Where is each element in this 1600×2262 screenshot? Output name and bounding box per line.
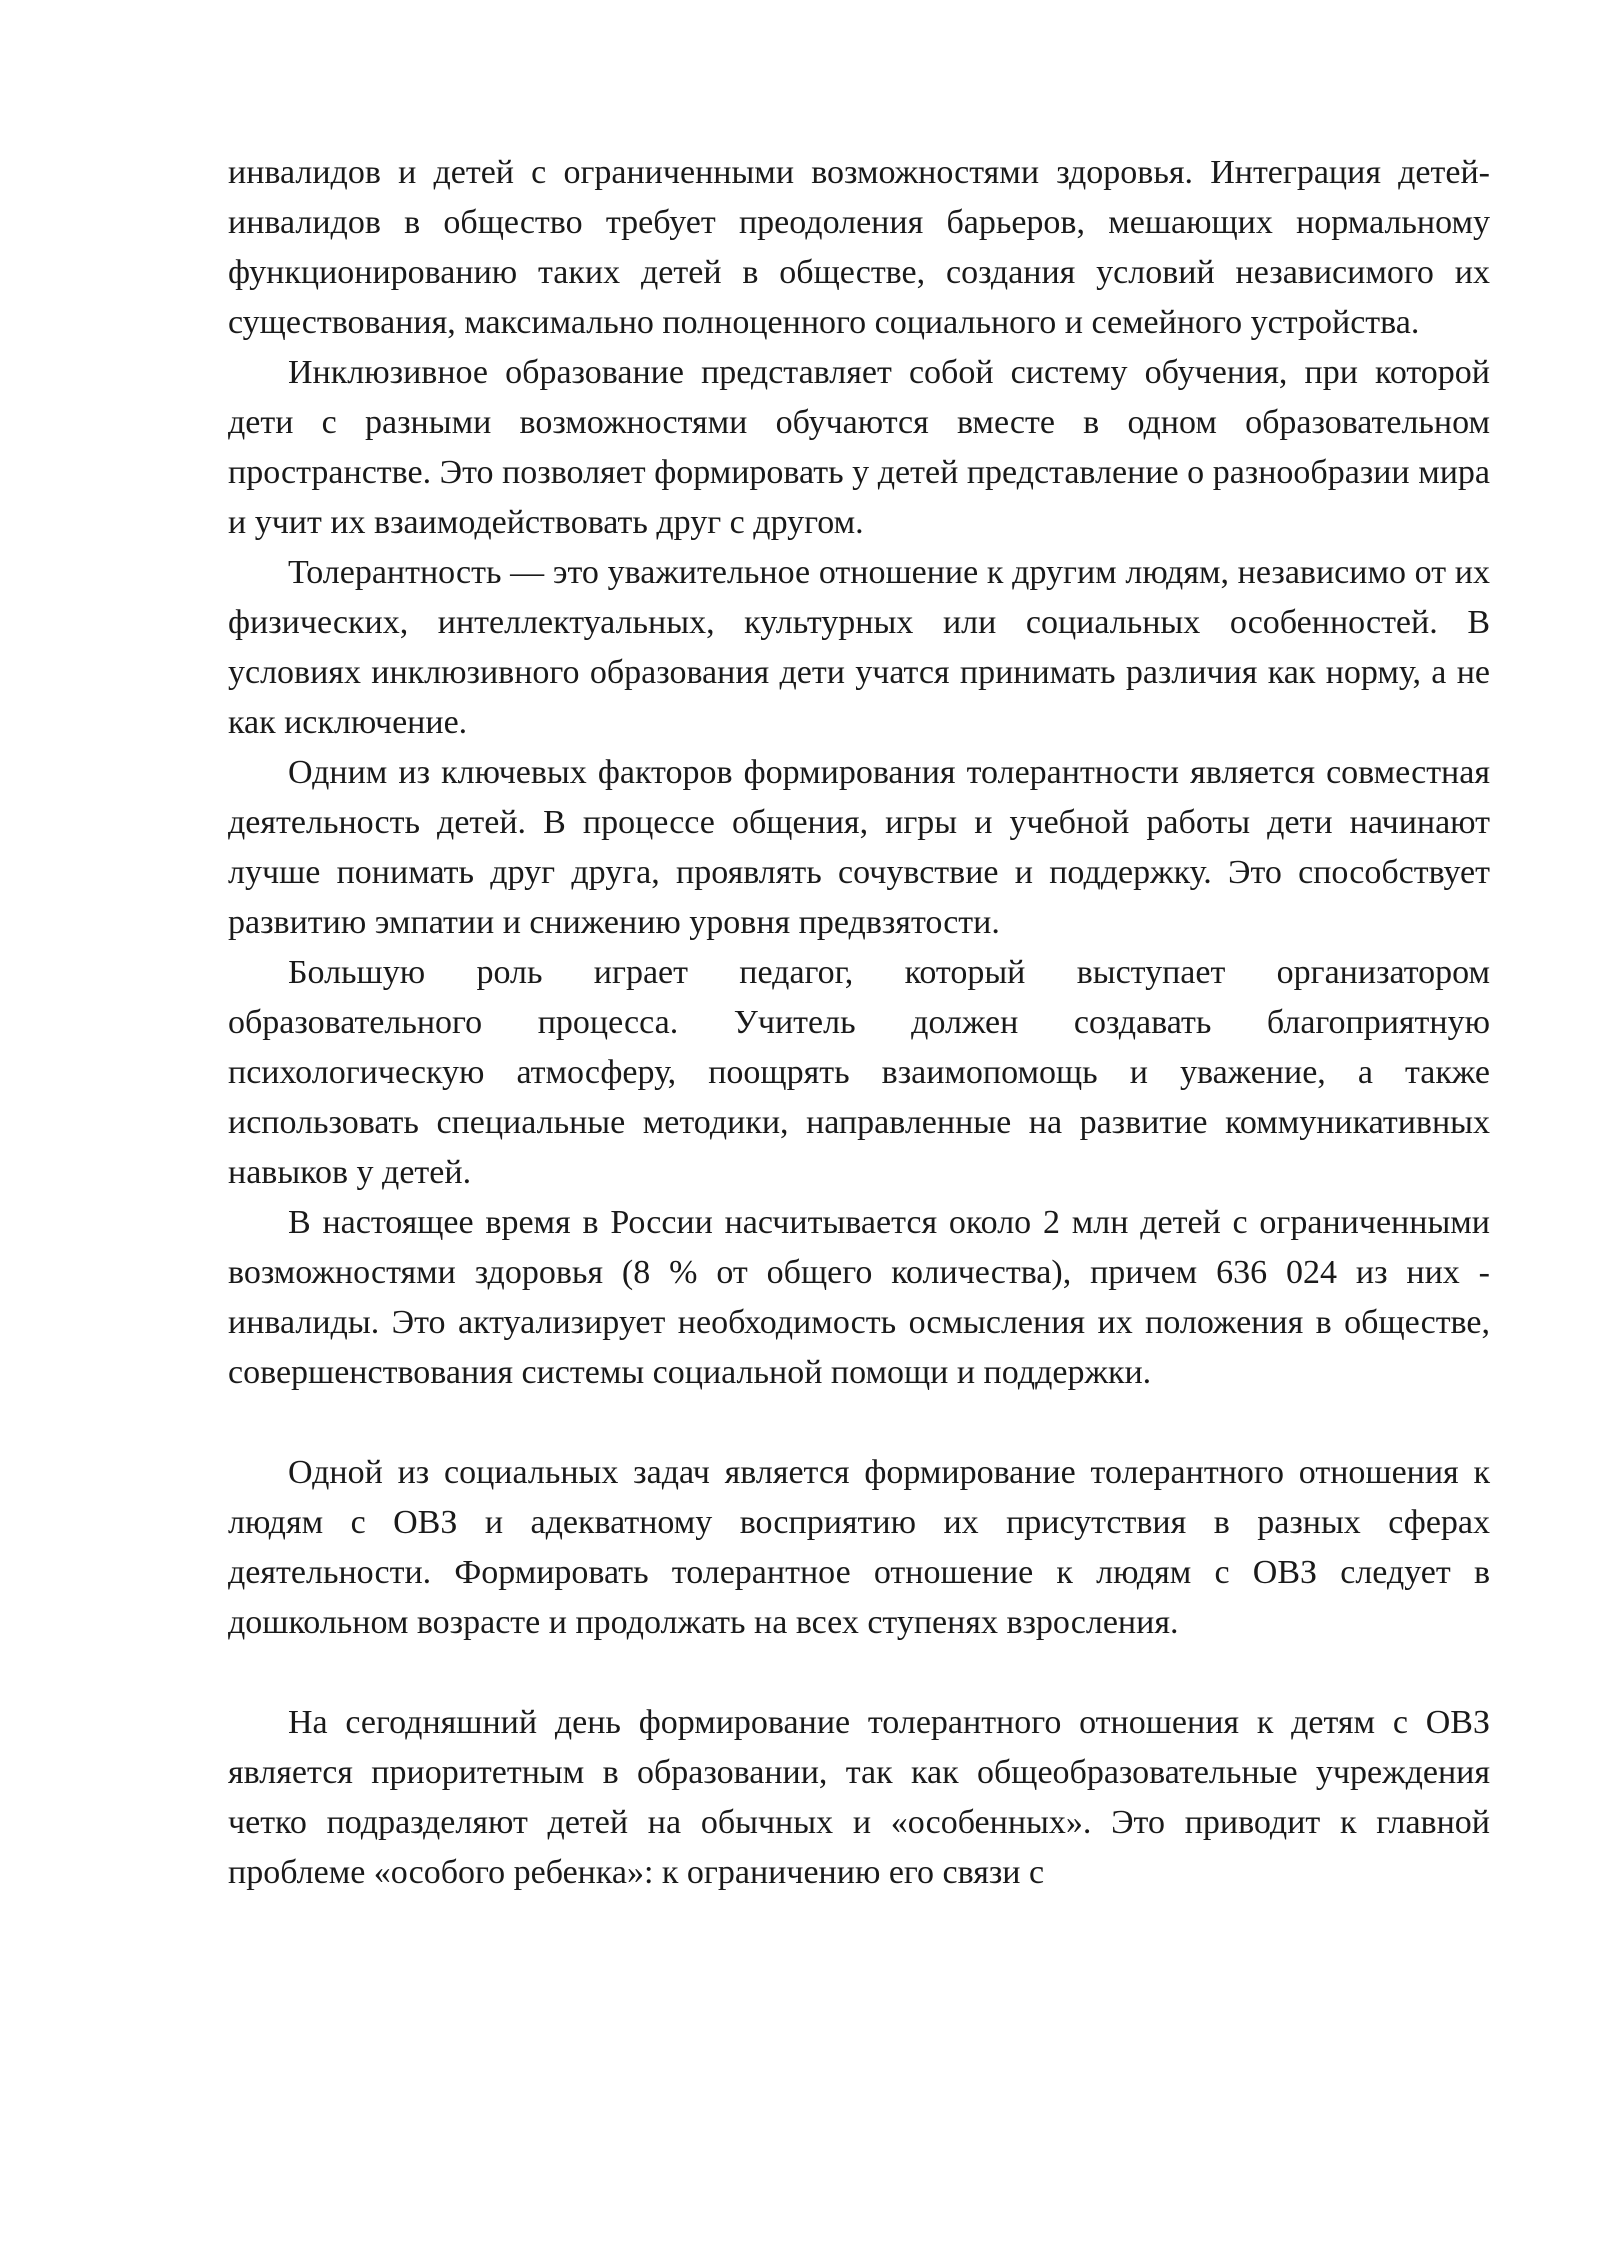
blank-line <box>228 1648 1490 1698</box>
paragraph-inclusive-education: Инклюзивное образование представляет собой систему обучения, при которой дети с разными возможностями обучаются вместе в одном образовательном пространстве. Это позволяет формировать у детей представление о разнообразии мира и учит их взаимодействовать друг с другом. <box>228 354 1490 541</box>
paragraph-tolerance-definition: Толерантность — это уважительное отношение к другим людям, независимо от их физических, интеллектуальных, культурных или социальных особенностей. В условиях инклюзивного образования дети учатся принимать различия как норму, а не как исключение. <box>228 554 1490 741</box>
paragraph-integration: инвалидов и детей с ограниченными возможностями здоровья. Интеграция детей-инвалидов в общество требует преодоления барьеров, мешающих нормальному функционированию таких детей в обществе, создания условий независимого их существования, максимально полноценного социального и семейного устройства. <box>228 154 1490 341</box>
paragraph-joint-activity: Одним из ключевых факторов формирования толерантности является совместная деятельность детей. В процессе общения, игры и учебной работы дети начинают лучше понимать друг друга, проявлять сочувствие и поддержку. Это способствует развитию эмпатии и снижению уровня предвзятости. <box>228 754 1490 941</box>
paragraph-social-tasks: Одной из социальных задач является формирование толерантного отношения к людям с ОВЗ и адекватному восприятию их присутствия в разных сферах деятельности. Формировать толерантное отношение к людям с ОВЗ следует в дошкольном возрасте и продолжать на всех ступенях взросления. <box>228 1454 1490 1641</box>
document-page <box>228 148 1490 1898</box>
paragraph-priority: На сегодняшний день формирование толерантного отношения к детям с ОВЗ является приоритетным в образовании, так как общеобразовательные учреждения четко подразделяют детей на обычных и «особенных». Это приводит к главной проблеме «особого ребенка»: к ограничению его связи с <box>228 1704 1490 1891</box>
paragraph-teacher-role: Большую роль играет педагог, который выступает организатором образовательного процесса. Учитель должен создавать благоприятную психологическую атмосферу, поощрять взаимопомощь и уважение, а также использовать специальные методики, направленные на развитие коммуникативных навыков у детей. <box>228 954 1490 1191</box>
paragraph-statistics: В настоящее время в России насчитывается около 2 млн детей с ограниченными возможностями здоровья (8 % от общего количества), причем 636 024 из них - инвалиды. Это актуализирует необходимость осмысления их положения в обществе, совершенствования системы социальной помощи и поддержки. <box>228 1204 1490 1391</box>
blank-line <box>228 1398 1490 1448</box>
